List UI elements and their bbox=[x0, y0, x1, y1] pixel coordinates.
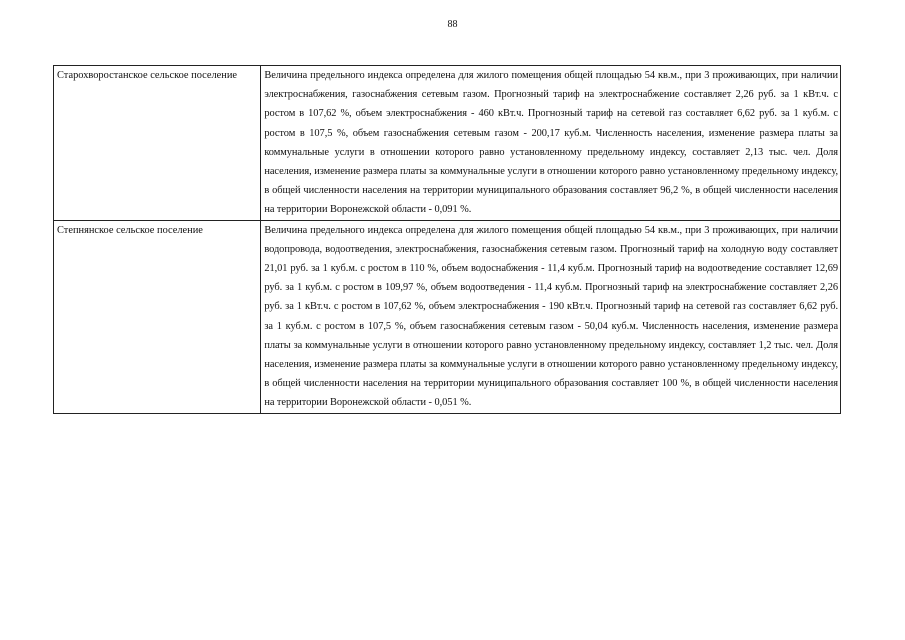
page-number: 88 bbox=[447, 19, 458, 30]
index-description-cell: Величина предельного индекса определена для жилого помещения общей площадью 54 кв.м., при 3 проживающих, при наличии водопровода, водоотведения, электроснабжения, газоснабжения сетевым газом. Прогнозный тариф на холодную воду составляет 21,01 руб. за 1 куб.м. с ростом в 110 %, объем водоснабжения - 11,4 куб.м. Прогнозный тариф на водоотведение составляет 12,69 руб. за 1 куб.м. с ростом в 109,97 %, объем водоотведения - 11,4 куб.м. Прогнозный тариф на электроснабжение составляет 2,26 руб. за 1 кВт.ч. с ростом в 107,62 %, объем электроснабжения - 190 кВт.ч. Прогнозный тариф на сетевой газ составляет 6,62 руб. за 1 куб.м. с ростом в 107,5 %, объем газоснабжения сетевым газом - 50,04 куб.м. Численность населения, изменение размера платы за коммунальные услуги в отношении которого равно установленному предельному индексу, составляет 1,2 тыс. чел. Доля населения, изменение размера платы за коммунальные услуги в отношении которого равно установленному предельному индексу, в общей численности населения на территории муниципального образования составляет 100 %, в общей численности населения на территории Воронежской области - 0,051 %. bbox=[261, 220, 841, 413]
settlement-name-cell: Степнянское сельское поселение bbox=[54, 220, 261, 413]
tariff-index-table bbox=[53, 65, 841, 414]
table-row bbox=[54, 66, 841, 221]
settlement-name-cell: Старохворостанское сельское поселение bbox=[54, 66, 261, 221]
index-description-cell: Величина предельного индекса определена для жилого помещения общей площадью 54 кв.м., при 3 проживающих, при наличии электроснабжения, газоснабжения сетевым газом. Прогнозный тариф на электроснабжение составляет 2,26 руб. за 1 кВт.ч. с ростом в 107,62 %, объем электроснабжения - 460 кВт.ч. Прогнозный тариф на сетевой газ составляет 6,62 руб. за 1 куб.м. с ростом в 107,5 %, объем газоснабжения сетевым газом - 200,17 куб.м. Численность населения, изменение размера платы за коммунальные услуги в отношении которого равно установленному предельному индексу, составляет 2,13 тыс. чел. Доля населения, изменение размера платы за коммунальные услуги в отношении которого равно установленному предельному индексу, в общей численности населения на территории муниципального образования составляет 96,2 %, в общей численности населения на территории Воронежской области - 0,091 %. bbox=[261, 66, 841, 221]
table-row bbox=[54, 220, 841, 413]
